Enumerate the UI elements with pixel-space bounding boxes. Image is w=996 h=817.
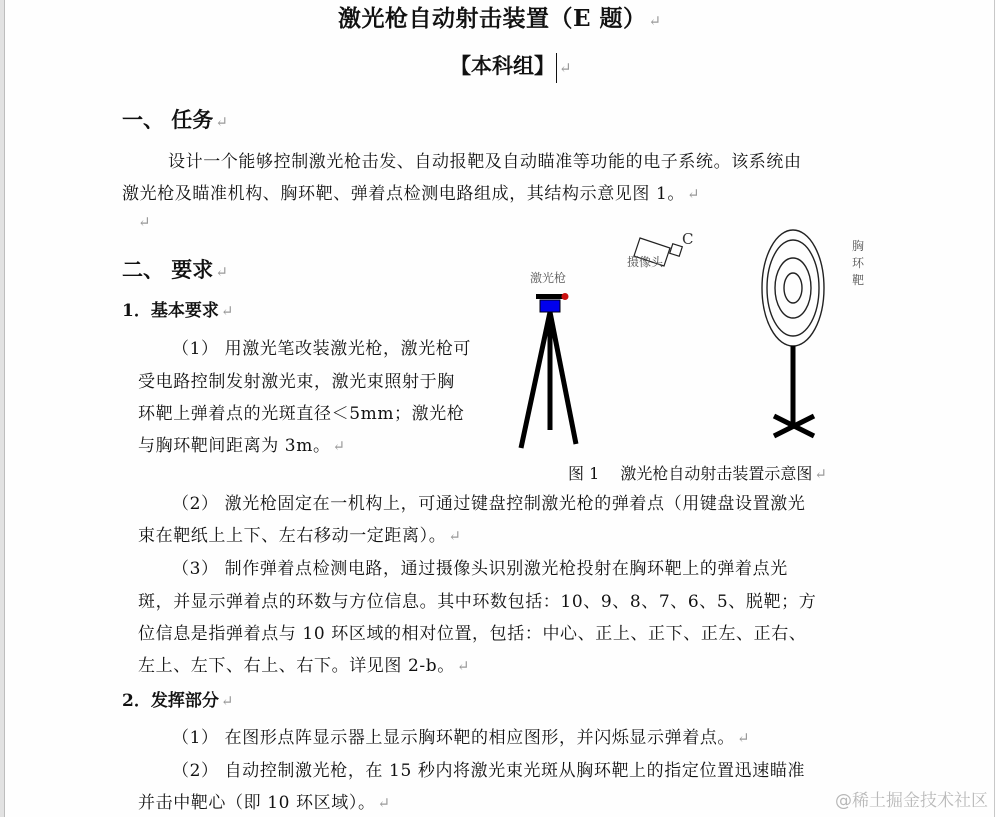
document-title-text: 激光枪自动射击装置（E 题） [338,5,647,32]
advanced-item-1-line-1: （1） 在图形点阵显示器上显示胸环靶的相应图形，并闪烁显示弹着点。 ↵ [172,728,751,748]
paragraph-mark-icon: ↵ [687,185,701,203]
basic-item-3-line-1: （3） 制作弹着点检测电路，通过摄像头识别激光枪投射在胸环靶上的弹着点光 [172,559,788,579]
right-page-edge [994,0,995,817]
laser-gun-label: 激光枪 [530,271,567,285]
laser-gun-barrel [536,294,564,299]
basic-item-1-line-3: 环靶上弹着点的光斑直径＜5mm；激光枪 [138,404,465,424]
basic-item-3-line-2: 斑，并显示弹着点的环数与方位信息。其中环数包括：10、9、8、7、6、5、脱靶；方 [138,592,817,612]
section-heading-requirements: 二、 要求 ↵ [122,257,228,282]
basic-item-1-line-2: 受电路控制发射激光束，激光束照射于胸 [138,372,455,392]
paragraph-mark-icon: ↵ [332,437,346,455]
paragraph-mark-icon: ↵ [456,657,471,675]
figure-1-diagram [510,220,890,460]
target-label-char-2: 环 [852,256,865,270]
paragraph-mark-icon: ↵ [138,213,151,231]
subsection-heading-basic: 1．基本要求 ↵ [122,301,234,321]
paragraph-mark-icon: ↵ [648,12,662,30]
paragraph-mark-icon: ↵ [377,794,391,812]
laser-tip-icon [562,293,569,300]
chest-ring-target-icon [762,230,824,346]
document-title [338,0,662,33]
text-cursor [556,53,557,83]
task-paragraph-line-2: 激光枪及瞄准机构、胸环靶、弹着点检测电路组成，其结构示意见图 1。 ↵ [122,184,701,204]
basic-item-3-line-3: 位信息是指弹着点与 10 环区域的相对位置，包括：中心、正上、正下、正左、正右、 [138,624,807,644]
basic-item-2-line-2: 束在靶纸上上下、左右移动一定距离）。 ↵ [138,526,462,546]
target-label-char-3: 靶 [852,273,865,287]
subsection-heading-advanced: 2．发挥部分 ↵ [122,691,234,711]
document-subtitle [450,50,572,83]
tripod-icon [521,312,576,448]
camera-label: 摄像头 [627,255,664,269]
target-label-char-1: 胸 [852,239,865,253]
advanced-item-2-line-1: （2） 自动控制激光枪，在 15 秒内将激光束光斑从胸环靶上的指定位置迅速瞄准 [172,761,806,781]
paragraph-mark-icon: ↵ [220,302,234,320]
camera-letter: C [682,230,694,248]
task-paragraph-line-1: 设计一个能够控制激光枪击发、自动报靶及自动瞄准等功能的电子系统。该系统由 [168,152,802,172]
basic-item-3-line-4: 左上、左下、右上、右下。详见图 2-b。 ↵ [138,656,471,676]
laser-gun-body [540,300,560,312]
advanced-item-2-line-2: 并击中靶心（即 10 环区域）。 ↵ [138,793,391,813]
paragraph-mark-icon: ↵ [215,263,228,281]
target-stand-icon [774,346,814,436]
basic-item-1-line-4: 与胸环靶间距离为 3m。 ↵ [138,436,346,456]
document-subtitle-text: 【本科组】 [450,53,555,78]
paragraph-mark-icon: ↵ [220,692,234,710]
empty-paragraph [136,212,151,231]
basic-item-2-line-1: （2） 激光枪固定在一机构上，可通过键盘控制激光枪的弹着点（用键盘设置激光 [172,494,806,514]
figure-1-caption: 图 1 激光枪自动射击装置示意图 ↵ [568,464,827,483]
left-page-gutter [0,0,5,817]
watermark: @稀土掘金技术社区 [835,791,988,811]
paragraph-mark-icon: ↵ [215,113,228,131]
paragraph-mark-icon: ↵ [448,527,462,545]
paragraph-mark-icon: ↵ [737,729,751,747]
paragraph-mark-icon: ↵ [814,465,827,483]
basic-item-1-line-1: （1） 用激光笔改装激光枪，激光枪可 [172,339,472,359]
paragraph-mark-icon: ↵ [559,59,572,77]
section-heading-task: 一、 任务 ↵ [122,107,228,132]
